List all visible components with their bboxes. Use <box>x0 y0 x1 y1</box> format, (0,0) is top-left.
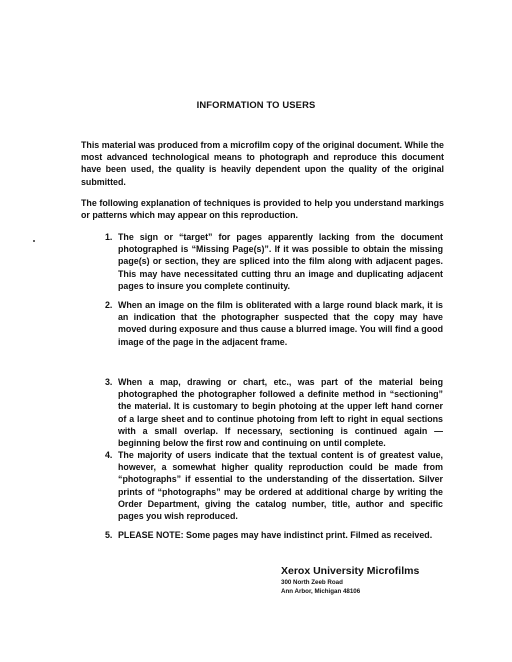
intro-paragraph: This material was produced from a microfilm copy of the original document. While the most advanced technological means to photograph and reproduce this document have been used, the quality is heavily dependent upon the quality of the original submitted. <box>81 140 444 187</box>
page-title: INFORMATION TO USERS <box>196 99 316 110</box>
scan-speck <box>33 240 35 242</box>
list-item-text: When a map, drawing or chart, etc., was part of the material being photographed the photographer followed a definite method in “sectioning” the material. It is customary to begin photoing at the upper left hand corner of a large sheet and to continue photoing from left to right in equal sections with a small overlap. If necessary, sectioning is continued again — beginning below the first row and continuing on until complete. <box>118 377 443 449</box>
list-item-text: When an image on the film is obliterated with a large round black mark, it is an indication that the photographer suspected that the copy may have moved during exposure and thus cause a blurred image. You will find a good image of the page in the adjacent frame. <box>118 300 443 347</box>
list-item <box>105 449 443 522</box>
list-item <box>105 376 443 449</box>
list-item-number: 5. <box>105 530 113 540</box>
publisher-name: Xerox University Microfilms <box>281 565 420 577</box>
list-item-number: 1. <box>105 232 113 242</box>
publisher-address-city: Ann Arbor, Michigan 48106 <box>281 588 361 595</box>
publisher-address-street: 300 North Zeeb Road <box>281 579 343 586</box>
explanation-paragraph: The following explanation of techniques is provided to help you understand markings or patterns which may appear on this reproduction. <box>81 198 444 221</box>
list-item-number: 4. <box>105 450 113 460</box>
publisher-signature <box>281 565 419 596</box>
list-item <box>105 299 443 348</box>
list-item-text: The sign or “target” for pages apparently lacking from the document photographed is “Missing Page(s)”. If it was possible to obtain the missing page(s) or section, they are spliced into the film along with adjacent pages. This may have necessitated cutting thru an image and duplicating adjacent pages to insure you complete continuity. <box>118 232 443 291</box>
list-item <box>105 231 443 292</box>
list-item-number: 3. <box>105 377 113 387</box>
list-item-text: PLEASE NOTE: Some pages may have indistinct print. Filmed as received. <box>118 530 433 540</box>
list-item-text: The majority of users indicate that the textual content is of greatest value, however, a somewhat higher quality reproduction could be made from “photographs” if essential to the understanding of the dissertation. Silver prints of “photographs” may be ordered at additional charge by writing the Order Department, giving the catalog number, title, author and specific pages you wish reproduced. <box>118 450 443 522</box>
list-item <box>105 529 443 541</box>
list-item-number: 2. <box>105 300 113 310</box>
